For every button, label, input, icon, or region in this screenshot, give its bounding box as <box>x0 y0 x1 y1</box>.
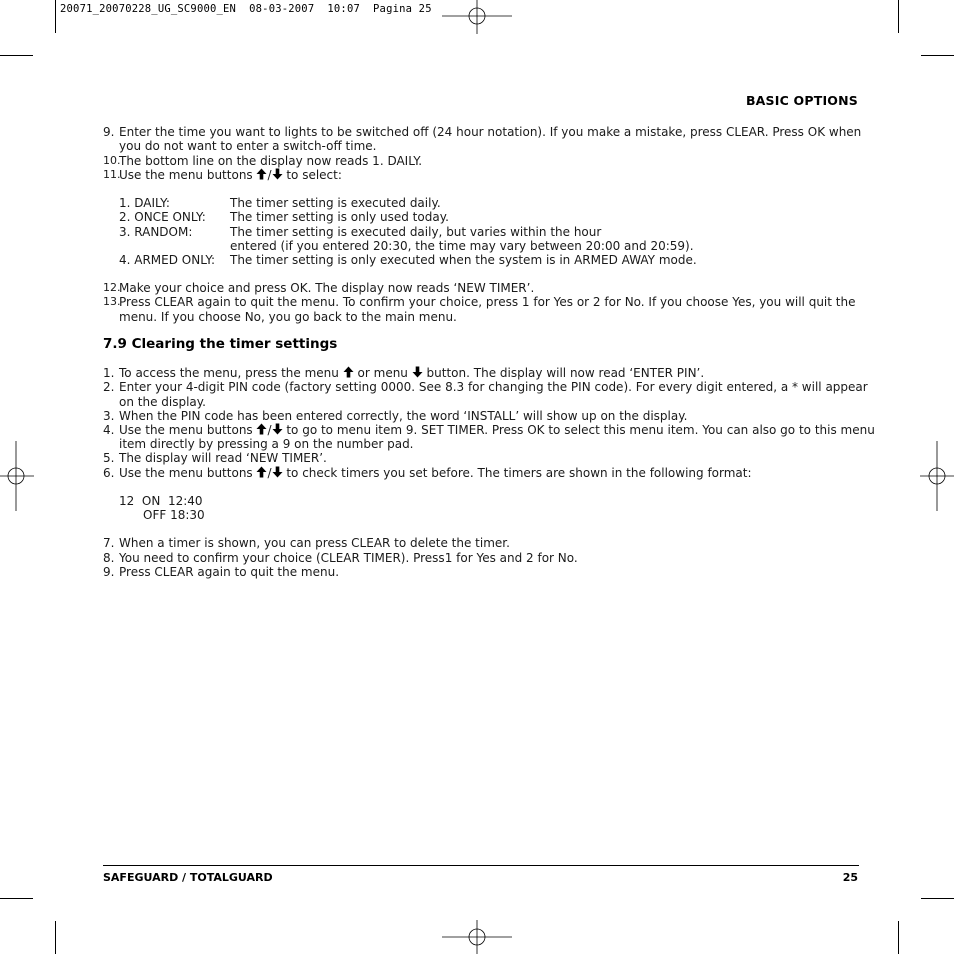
step-text: Enter the time you want to lights to be switched off (24 hour notation). If you make a mistake, press CLEAR. Press OK when <box>119 125 862 139</box>
step-number: 12. <box>103 281 121 294</box>
step-text: When the PIN code has been entered correctly, the word ‘INSTALL’ will show up on the display. <box>119 409 688 423</box>
step-number: 2. <box>103 380 115 394</box>
step-number: 3. <box>103 409 115 423</box>
registration-mark-left <box>0 441 36 511</box>
option-label: 2. ONCE ONLY: <box>119 210 206 224</box>
registration-mark-right <box>918 441 954 511</box>
registration-mark-top <box>442 0 512 36</box>
step-text: You need to confirm your choice (CLEAR TIMER). Press1 for Yes and 2 for No. <box>119 551 578 565</box>
step-text-pre: Use the menu buttons <box>119 466 257 480</box>
footer-divider <box>103 865 859 866</box>
option-label: 1. DAILY: <box>119 196 170 210</box>
timer-example-on: 12 ON 12:40 <box>119 494 203 508</box>
step-number: 4. <box>103 423 115 437</box>
printer-slug: 20071_20070228_UG_SC9000_EN 08-03-2007 10:07 Pagina 25 <box>60 3 432 15</box>
step-text: The bottom line on the display now reads 1. DAILY. <box>119 154 423 168</box>
arrow-up-icon <box>256 466 267 478</box>
step-text: The display will read ‘NEW TIMER’. <box>119 451 327 465</box>
step-text: Use the menu buttons / to select: <box>119 168 342 182</box>
arrow-up-icon <box>256 423 267 435</box>
step-text: item directly by pressing a 9 on the number pad. <box>119 437 414 451</box>
timer-example-off: OFF 18:30 <box>143 508 205 522</box>
step-text: Enter your 4-digit PIN code (factory setting 0000. See 8.3 for changing the PIN code). For every digit entered, a * will appear <box>119 380 868 394</box>
step-number: 1. <box>103 366 115 380</box>
arrow-down-icon <box>272 423 283 435</box>
option-desc: The timer setting is only executed when the system is in ARMED AWAY mode. <box>230 253 697 267</box>
step-text: Make your choice and press OK. The display now reads ‘NEW TIMER’. <box>119 281 535 295</box>
step-number: 9. <box>103 125 115 139</box>
step-number: 6. <box>103 466 115 480</box>
step-text: you do not want to enter a switch-off time. <box>119 139 377 153</box>
step-text: Use the menu buttons / to check timers you set before. The timers are shown in the following format: <box>119 466 752 480</box>
step-text-b: or menu <box>353 366 412 380</box>
footer-product-name: SAFEGUARD / TOTALGUARD <box>103 871 273 884</box>
step-text-c: button. The display will now read ‘ENTER PIN’. <box>422 366 705 380</box>
arrow-up-icon <box>343 366 354 378</box>
step-text: Press CLEAR again to quit the menu. To confirm your choice, press 1 for Yes or 2 for No. If you choose Yes, you will quit the <box>119 295 856 309</box>
step-text-pre: Use the menu buttons <box>119 168 257 182</box>
arrow-down-icon <box>272 168 283 180</box>
page-number: 25 <box>842 871 858 884</box>
option-label: 4. ARMED ONLY: <box>119 253 216 267</box>
step-text-post: to check timers you set before. The timers are shown in the following format: <box>282 466 752 480</box>
option-desc: entered (if you entered 20:30, the time may vary between 20:00 and 20:59). <box>230 239 694 253</box>
step-text <box>119 366 704 380</box>
option-desc: The timer setting is only used today. <box>230 210 449 224</box>
section-header: BASIC OPTIONS <box>745 93 858 108</box>
list-item <box>103 125 114 139</box>
option-label: 3. RANDOM: <box>119 225 193 239</box>
step-number: 8. <box>103 551 115 565</box>
option-desc: The timer setting is executed daily, but varies within the hour <box>230 225 602 239</box>
arrow-down-icon <box>412 366 423 378</box>
option-desc: The timer setting is executed daily. <box>230 196 441 210</box>
step-number: 10. <box>103 154 121 167</box>
step-text: Press CLEAR again to quit the menu. <box>119 565 340 579</box>
step-text: on the display. <box>119 395 206 409</box>
arrow-down-icon <box>272 466 283 478</box>
step-number: 9. <box>103 565 115 579</box>
step-text-a: To access the menu, press the menu <box>119 366 343 380</box>
section-title: 7.9 Clearing the timer settings <box>103 336 338 352</box>
step-text-post: to select: <box>282 168 342 182</box>
step-text-post: to go to menu item 9. SET TIMER. Press OK to select this menu item. You can also go to this menu <box>282 423 875 437</box>
step-number: 7. <box>103 536 115 550</box>
arrow-up-icon <box>256 168 267 180</box>
step-number: 13. <box>103 295 121 308</box>
step-number: 11. <box>103 168 121 181</box>
step-text-pre: Use the menu buttons <box>119 423 257 437</box>
step-text: menu. If you choose No, you go back to the main menu. <box>119 310 457 324</box>
registration-mark-bottom <box>442 918 512 954</box>
step-text: When a timer is shown, you can press CLEAR to delete the timer. <box>119 536 510 550</box>
step-number: 5. <box>103 451 115 465</box>
step-text: Use the menu buttons / to go to menu item 9. SET TIMER. Press OK to select this menu item. You can also go to this menu <box>119 423 875 437</box>
